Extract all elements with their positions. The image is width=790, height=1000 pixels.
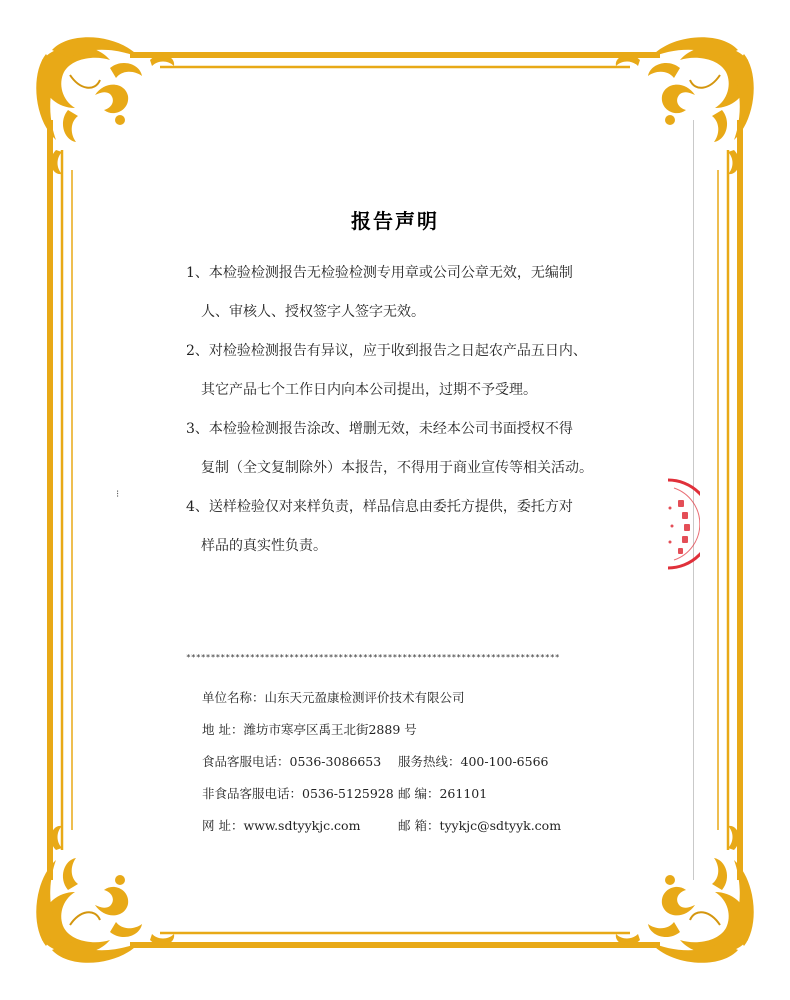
clause-3-line-2: 复制（全文复制除外）本报告，不得用于商业宣传等相关活动。 [201, 460, 593, 476]
nonfood-service-phone: 非食品客服电话：0536-5125928 [202, 786, 394, 801]
website: 网 址：www.sdtyykjc.com [202, 818, 361, 833]
margin-mark: ⁝ [116, 489, 120, 500]
clause-4-line-1: 4、送样检验仅对来样负责，样品信息由委托方提供，委托方对 [186, 499, 573, 515]
clause-2-line-2: 其它产品七个工作日内向本公司提出，过期不予受理。 [201, 382, 537, 398]
separator-asterisks: **************************************************************************** [186, 653, 560, 662]
corner-ornament-bottom-left [36, 826, 174, 963]
company-address: 地 址：潍坊市寒亭区禹王北街2889 号 [202, 722, 417, 737]
company-seal-partial [660, 478, 700, 570]
contact-row-phones [202, 752, 602, 770]
corner-ornament-bottom-right [616, 826, 754, 963]
postcode: 邮 编：261101 [398, 786, 488, 801]
service-hotline: 服务热线：400-100-6566 [398, 754, 549, 769]
clause-3-line-1: 3、本检验检测报告涂改、增删无效，未经本公司书面授权不得 [186, 421, 573, 437]
food-service-phone: 食品客服电话：0536-3086653 [202, 754, 382, 769]
clause-4-line-2: 样品的真实性负责。 [201, 538, 327, 554]
contact-row-web [202, 816, 602, 834]
clause-1-line-2: 人、审核人、授权签字人签字无效。 [201, 304, 425, 320]
company-name: 单位名称：山东天元盈康检测评价技术有限公司 [202, 690, 465, 705]
corner-ornament-top-right [616, 37, 754, 174]
contact-row-nonfood [202, 784, 602, 802]
corner-ornament-top-left [36, 37, 174, 174]
clause-2-line-1: 2、对检验检测报告有异议，应于收到报告之日起农产品五日内、 [186, 343, 587, 359]
clause-1-line-1: 1、本检验检测报告无检验检测专用章或公司公章无效，无编制 [186, 265, 573, 281]
email: 邮 箱：tyykjc@sdtyyk.com [398, 818, 562, 833]
document-title: 报告声明 [351, 209, 439, 233]
